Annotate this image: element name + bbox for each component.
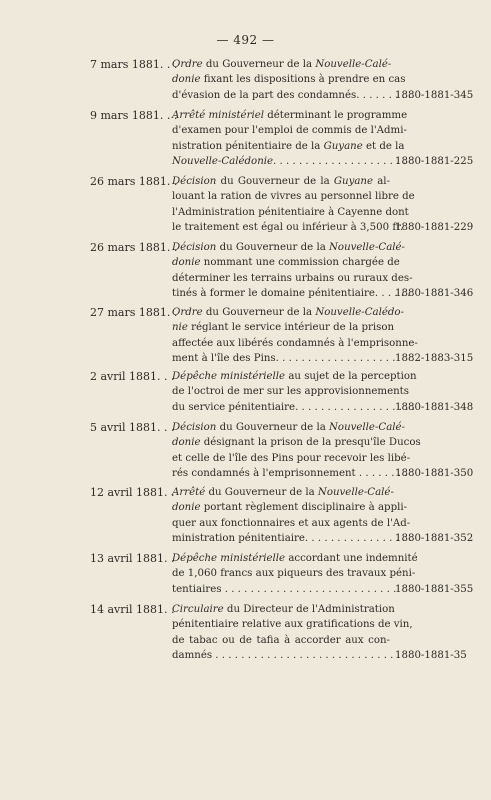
italic-term: Nouvelle-Calédonie: [172, 155, 274, 167]
entry-text: [172, 485, 412, 546]
entry-reference: 1880-1881-229: [395, 221, 474, 233]
entry: [0, 602, 491, 667]
entry-date: 12 avril 1881. .: [90, 486, 175, 499]
entry-line: [172, 205, 409, 220]
entry-line: [172, 617, 413, 632]
entry-reference: 1880-1881-348: [395, 401, 474, 413]
italic-term: Ordre: [172, 59, 203, 70]
italic-term: donie: [172, 74, 201, 86]
entry-date: 13 avril 1881. .: [90, 552, 175, 565]
entry-reference: 1880-1881-35: [395, 649, 467, 661]
text-run: du Gouverneur de la: [205, 487, 318, 498]
text-run: de tabac ou de tafia à accorder aux con-: [172, 634, 390, 646]
italic-term: Nouvelle-Calé-: [329, 422, 405, 433]
text-run: du Gouverneur de la: [202, 59, 316, 70]
entry-date: 27 mars 1881. .: [90, 306, 178, 319]
entry-reference: 1880-1881-346: [395, 287, 474, 299]
entry-reference: 1882-1883-315: [395, 352, 474, 364]
text-run: accordant une indemnité: [285, 553, 418, 564]
text-run: rés condamnés à l'emprisonnement . . . . . . . .: [172, 467, 408, 479]
entry-text: [172, 108, 408, 169]
entry-line: [172, 400, 415, 415]
entry-text: [172, 174, 415, 235]
italic-term: Dépêche ministérielle: [172, 553, 286, 564]
text-run: désignant la prison de la presqu'île Ducos: [200, 437, 421, 449]
entry-reference: 1880-1881-225: [395, 155, 474, 167]
italic-term: donie: [172, 502, 201, 514]
text-run: nistration pénitentiaire de la: [172, 140, 324, 152]
entry-line: [172, 139, 405, 154]
entry-line: [172, 255, 400, 270]
entry-line: [172, 633, 390, 648]
entry: [0, 551, 491, 601]
text-run: du Gouverneur de la: [216, 242, 330, 253]
text-run: du Directeur de l'Administration: [223, 604, 395, 615]
text-run: du Gouverneur de la: [202, 307, 316, 318]
italic-term: Arrêté: [172, 487, 206, 498]
entry-line: [172, 451, 411, 466]
entry-date: 26 mars 1881. .: [90, 241, 178, 254]
entry: [0, 485, 491, 550]
italic-term: donie: [172, 257, 201, 269]
text-run: et de la: [362, 140, 405, 152]
entry: [0, 174, 491, 239]
entry-text: [172, 369, 417, 415]
entry-line: [172, 435, 421, 450]
entry-line: [172, 123, 407, 138]
entry-line: [172, 566, 416, 581]
entry-line: [172, 57, 390, 72]
entry-line: [172, 531, 412, 546]
text-run: tentiaires . . . . . . . . . . . . . . . . . . . . . . . . . . .: [172, 583, 397, 595]
text-run: ment à l'île des Pins. . . . . . . . . . . . . . . . . . .: [172, 352, 396, 364]
entry-text: [172, 240, 413, 301]
italic-term: Dépêche ministérielle: [172, 371, 286, 382]
text-run: l'Administration pénitentiaire à Cayenne dont: [172, 206, 409, 218]
entry-line: [172, 420, 405, 435]
entry-line: [172, 174, 390, 189]
entry-reference: 1880-1881-350: [395, 467, 474, 479]
text-run: d'examen pour l'emploi de commis de l'Admi-: [172, 125, 407, 137]
italic-term: Nouvelle-Calé-: [317, 487, 394, 498]
page-number: — 492 —: [216, 33, 275, 47]
entry-line: [172, 648, 400, 663]
text-run: d'évasion de la part des condamnés. . . . . . . . .: [172, 89, 412, 101]
entry-line: [172, 320, 395, 335]
entry-line: [172, 271, 413, 286]
entry-date: 2 avril 1881. . .: [90, 370, 175, 383]
entry-date: 9 mars 1881. . .: [90, 109, 178, 122]
entry-line: [172, 88, 412, 103]
italic-term: Décision: [172, 176, 217, 187]
italic-term: nie: [172, 322, 188, 334]
text-run: au sujet de la perception: [285, 371, 417, 382]
text-run: affectée aux libérés condamnés à l'emprisonne-: [172, 337, 418, 349]
text-run: réglant le service intérieur de la prison: [187, 322, 395, 334]
entry-line: [172, 336, 418, 351]
entry-line: [172, 351, 396, 366]
entry-reference: 1880-1881-345: [395, 89, 474, 101]
entry: [0, 369, 491, 419]
italic-term: Nouvelle-Calédo-: [315, 307, 404, 318]
text-run: le traitement est égal ou inférieur à 3,500 fr.: [172, 221, 404, 233]
entry-line: [172, 466, 408, 481]
italic-term: Circulaire: [172, 604, 224, 615]
entry-line: [172, 500, 408, 515]
entry: [0, 240, 491, 305]
entry-line: [172, 602, 395, 617]
entry-line: [172, 220, 404, 235]
entry-text: [172, 305, 418, 366]
text-run: fixant les dispositions à prendre en cas: [200, 74, 406, 86]
text-run: quer aux fonctionnaires et aux agents de l'Ad-: [172, 517, 411, 529]
entry-line: [172, 240, 405, 255]
italic-term: Ordre: [172, 307, 203, 318]
entry: [0, 420, 491, 485]
entry-line: [172, 154, 406, 169]
italic-term: Nouvelle-Calé-: [329, 242, 405, 253]
entry-line: [172, 305, 404, 320]
text-run: de 1,060 francs aux piqueurs des travaux péni-: [172, 568, 416, 580]
entry: [0, 57, 491, 107]
entry-line: [172, 485, 394, 500]
text-run: louant la ration de vivres au personnel libre de: [172, 191, 415, 203]
text-run: pénitentiaire relative aux gratifications de vin,: [172, 619, 413, 631]
italic-term: Arrêté ministériel: [172, 110, 264, 121]
entry-line: [172, 189, 415, 204]
text-run: . . . . . . . . . . . . . . . . . . . . .: [273, 155, 406, 167]
entry-line: [172, 286, 411, 301]
entry-line: [172, 582, 397, 597]
text-run: déterminant le programme: [264, 110, 408, 121]
text-run: du service pénitentiaire. . . . . . . . . . . . . . . . . . .: [172, 401, 415, 413]
italic-term: Guyane: [333, 176, 374, 187]
text-run: portant règlement disciplinaire à appli-: [200, 502, 408, 514]
italic-term: Décision: [172, 242, 217, 253]
entry: [0, 108, 491, 173]
entry-line: [172, 108, 408, 123]
entry-date: 5 avril 1881. . .: [90, 421, 175, 434]
entry-date: 7 mars 1881. . .: [90, 58, 178, 71]
entry-reference: 1880-1881-355: [395, 583, 474, 595]
text-run: et celle de l'île des Pins pour recevoir les libé-: [172, 452, 411, 464]
entry: [0, 305, 491, 370]
italic-term: Décision: [172, 422, 217, 433]
text-run: nommant une commission chargée de: [200, 257, 400, 269]
text-run: du Gouverneur de la: [216, 422, 330, 433]
entry-line: [172, 516, 411, 531]
entry-text: [172, 602, 413, 663]
text-run: tinés à former le domaine pénitentiaire. . . . . .: [172, 287, 411, 299]
entry-date: 14 avril 1881. .: [90, 603, 175, 616]
entry-line: [172, 384, 409, 399]
entry-text: [172, 57, 412, 103]
italic-term: donie: [172, 437, 201, 449]
entry-reference: 1880-1881-352: [395, 532, 474, 544]
entry-line: [172, 551, 418, 566]
entry-text: [172, 420, 421, 481]
italic-term: Nouvelle-Calé-: [315, 59, 392, 70]
text-run: damnés . . . . . . . . . . . . . . . . . . . . . . . . . . . . .: [172, 649, 400, 661]
italic-term: Guyane: [323, 140, 363, 152]
entry-text: [172, 551, 418, 597]
text-run: déterminer les terrains urbains ou ruraux des-: [172, 272, 413, 284]
text-run: ministration pénitentiaire. . . . . . . . . . . . . . . . .: [172, 532, 412, 544]
text-run: du Gouverneur de la: [216, 176, 334, 187]
text-run: al-: [373, 176, 391, 187]
text-run: de l'octroi de mer sur les approvisionnements: [172, 386, 409, 398]
entry-line: [172, 369, 417, 384]
entry-line: [172, 72, 406, 87]
entry-date: 26 mars 1881. .: [90, 175, 178, 188]
